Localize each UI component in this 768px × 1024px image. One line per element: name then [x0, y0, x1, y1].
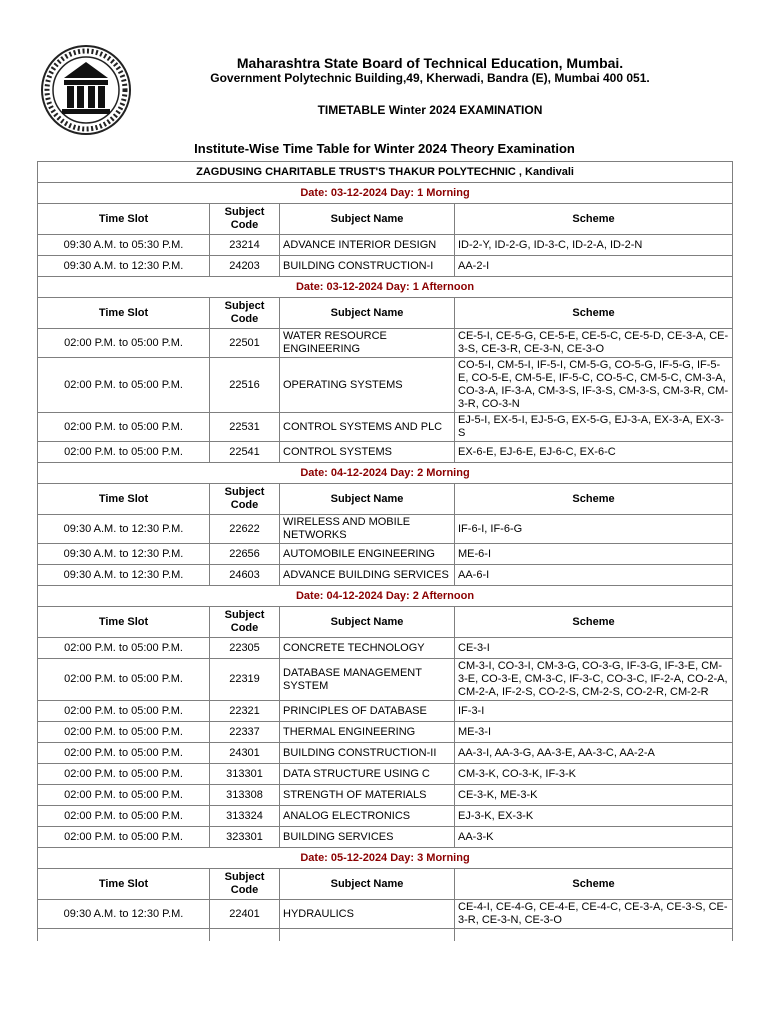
table-row	[38, 722, 733, 743]
session-date-row	[38, 463, 733, 484]
subject-code-cell: 22337	[210, 722, 280, 743]
subject-name-cell: ANALOG ELECTRONICS	[280, 806, 455, 827]
subject-name-cell: DATABASE MANAGEMENT SYSTEM	[280, 659, 455, 701]
table-row	[38, 743, 733, 764]
time-slot-cell: 02:00 P.M. to 05:00 P.M.	[38, 442, 210, 463]
header-scheme: Scheme	[455, 607, 733, 638]
table-row	[38, 413, 733, 442]
session-date-row	[38, 277, 733, 298]
exam-title: TIMETABLE Winter 2024 EXAMINATION	[317, 103, 543, 117]
subject-code-cell: 22541	[210, 442, 280, 463]
header-time-slot: Time Slot	[38, 298, 210, 329]
scheme-cell: EX-6-E, EJ-6-E, EJ-6-C, EX-6-C	[455, 442, 733, 463]
subject-name-cell: PRINCIPLES OF DATABASE	[280, 701, 455, 722]
subject-code-cell: 24203	[210, 256, 280, 277]
header-subject-code: Subject Code	[210, 484, 280, 515]
header-time-slot: Time Slot	[38, 869, 210, 900]
session-date-row	[38, 183, 733, 204]
header-time-slot: Time Slot	[38, 607, 210, 638]
subject-name-cell: HYDRAULICS	[280, 900, 455, 929]
subject-code-cell: 313308	[210, 785, 280, 806]
time-slot-cell: 02:00 P.M. to 05:00 P.M.	[38, 827, 210, 848]
scheme-cell: IF-6-I, IF-6-G	[455, 515, 733, 544]
header-subject-code: Subject Code	[210, 607, 280, 638]
subject-name-cell: WATER RESOURCE ENGINEERING	[280, 329, 455, 358]
subject-name-cell: THERMAL ENGINEERING	[280, 722, 455, 743]
scheme-cell: AA-3-I, AA-3-G, AA-3-E, AA-3-C, AA-2-A	[455, 743, 733, 764]
header-subject-code: Subject Code	[210, 298, 280, 329]
header-subject-code: Subject Code	[210, 869, 280, 900]
subject-code-cell: 22305	[210, 638, 280, 659]
column-header-row	[38, 298, 733, 329]
scheme-cell: ID-2-Y, ID-2-G, ID-3-C, ID-2-A, ID-2-N	[455, 235, 733, 256]
subject-code-cell: 22531	[210, 413, 280, 442]
time-slot-cell: 02:00 P.M. to 05:00 P.M.	[38, 329, 210, 358]
scheme-cell: AA-2-I	[455, 256, 733, 277]
table-row	[38, 235, 733, 256]
empty-cell	[38, 929, 210, 942]
subject-code-cell: 24603	[210, 565, 280, 586]
time-slot-cell: 02:00 P.M. to 05:00 P.M.	[38, 764, 210, 785]
session-date: Date: 03-12-2024 Day: 1 Morning	[38, 183, 733, 204]
subject-code-cell: 22319	[210, 659, 280, 701]
scheme-cell: EJ-5-I, EX-5-I, EJ-5-G, EX-5-G, EJ-3-A, EX-3-A, EX-3-S	[455, 413, 733, 442]
table-row	[38, 638, 733, 659]
time-slot-cell: 02:00 P.M. to 05:00 P.M.	[38, 413, 210, 442]
header-time-slot: Time Slot	[38, 484, 210, 515]
table-row	[38, 515, 733, 544]
column-header-row	[38, 204, 733, 235]
time-slot-cell: 09:30 A.M. to 12:30 P.M.	[38, 256, 210, 277]
session-date: Date: 05-12-2024 Day: 3 Morning	[38, 848, 733, 869]
subject-code-cell: 323301	[210, 827, 280, 848]
session-date-row	[38, 848, 733, 869]
subject-name-cell: WIRELESS AND MOBILE NETWORKS	[280, 515, 455, 544]
header-time-slot: Time Slot	[38, 204, 210, 235]
scheme-cell: CM-3-K, CO-3-K, IF-3-K	[455, 764, 733, 785]
institute-name: ZAGDUSING CHARITABLE TRUST'S THAKUR POLYTECHNIC , Kandivali	[38, 162, 733, 183]
subject-name-cell: STRENGTH OF MATERIALS	[280, 785, 455, 806]
time-slot-cell: 02:00 P.M. to 05:00 P.M.	[38, 722, 210, 743]
subject-name-cell: BUILDING CONSTRUCTION-II	[280, 743, 455, 764]
header-scheme: Scheme	[455, 484, 733, 515]
board-name: Maharashtra State Board of Technical Education, Mumbai.	[236, 55, 624, 71]
table-row	[38, 764, 733, 785]
time-slot-cell: 09:30 A.M. to 05:30 P.M.	[38, 235, 210, 256]
scheme-cell: CE-4-I, CE-4-G, CE-4-E, CE-4-C, CE-3-A, CE-3-S, CE-3-R, CE-3-N, CE-3-O	[455, 900, 733, 929]
scheme-cell: CM-3-I, CO-3-I, CM-3-G, CO-3-G, IF-3-G, IF-3-E, CM-3-E, CO-3-E, CM-3-C, IF-3-C, CO-3-C, IF-2-A, CO-2-A, CM-2-A, IF-2-S, CO-2-S, CM-2-S, CO-2-R, CM-2-R	[455, 659, 733, 701]
empty-cell	[280, 929, 455, 942]
table-row	[38, 358, 733, 413]
header-subject-name: Subject Name	[280, 607, 455, 638]
session-date-row	[38, 586, 733, 607]
msbte-seal-icon	[40, 44, 132, 136]
time-slot-cell: 09:30 A.M. to 12:30 P.M.	[38, 515, 210, 544]
header-scheme: Scheme	[455, 869, 733, 900]
subject-name-cell: AUTOMOBILE ENGINEERING	[280, 544, 455, 565]
table-title: Institute-Wise Time Table for Winter 2024 Theory Examination	[194, 141, 575, 156]
scheme-cell: CE-3-K, ME-3-K	[455, 785, 733, 806]
scheme-cell: ME-6-I	[455, 544, 733, 565]
table-continuation	[38, 929, 733, 942]
header-scheme: Scheme	[455, 204, 733, 235]
subject-name-cell: BUILDING CONSTRUCTION-I	[280, 256, 455, 277]
time-slot-cell: 02:00 P.M. to 05:00 P.M.	[38, 743, 210, 764]
subject-name-cell: BUILDING SERVICES	[280, 827, 455, 848]
time-slot-cell: 02:00 P.M. to 05:00 P.M.	[38, 659, 210, 701]
subject-code-cell: 22622	[210, 515, 280, 544]
empty-cell	[455, 929, 733, 942]
time-slot-cell: 02:00 P.M. to 05:00 P.M.	[38, 806, 210, 827]
time-slot-cell: 02:00 P.M. to 05:00 P.M.	[38, 358, 210, 413]
scheme-cell: AA-3-K	[455, 827, 733, 848]
scheme-cell: IF-3-I	[455, 701, 733, 722]
board-address: Government Polytechnic Building,49, Kherwadi, Bandra (E), Mumbai 400 051.	[210, 71, 650, 85]
time-slot-cell: 09:30 A.M. to 12:30 P.M.	[38, 900, 210, 929]
time-slot-cell: 02:00 P.M. to 05:00 P.M.	[38, 638, 210, 659]
subject-name-cell: CONCRETE TECHNOLOGY	[280, 638, 455, 659]
table-row	[38, 256, 733, 277]
table-row	[38, 544, 733, 565]
table-row	[38, 900, 733, 929]
time-slot-cell: 02:00 P.M. to 05:00 P.M.	[38, 785, 210, 806]
header-subject-code: Subject Code	[210, 204, 280, 235]
table-row	[38, 701, 733, 722]
subject-name-cell: ADVANCE INTERIOR DESIGN	[280, 235, 455, 256]
scheme-cell: EJ-3-K, EX-3-K	[455, 806, 733, 827]
session-date: Date: 03-12-2024 Day: 1 Afternoon	[38, 277, 733, 298]
column-header-row	[38, 869, 733, 900]
table-row	[38, 806, 733, 827]
column-header-row	[38, 484, 733, 515]
table-row	[38, 785, 733, 806]
scheme-cell: CE-3-I	[455, 638, 733, 659]
header-subject-name: Subject Name	[280, 204, 455, 235]
scheme-cell: AA-6-I	[455, 565, 733, 586]
subject-code-cell: 22501	[210, 329, 280, 358]
header-subject-name: Subject Name	[280, 869, 455, 900]
subject-name-cell: CONTROL SYSTEMS AND PLC	[280, 413, 455, 442]
subject-code-cell: 22401	[210, 900, 280, 929]
time-slot-cell: 02:00 P.M. to 05:00 P.M.	[38, 701, 210, 722]
header-subject-name: Subject Name	[280, 484, 455, 515]
scheme-cell: CO-5-I, CM-5-I, IF-5-I, CM-5-G, CO-5-G, IF-5-G, IF-5-E, CO-5-E, CM-5-E, IF-5-C, CO-5-C, CM-5-C, CM-3-A, CO-3-A, IF-3-A, CM-3-S, IF-3-S, CM-3-S, CM-3-R, CM-3-R, CO-3-N	[455, 358, 733, 413]
session-date: Date: 04-12-2024 Day: 2 Afternoon	[38, 586, 733, 607]
table-row	[38, 329, 733, 358]
subject-name-cell: ADVANCE BUILDING SERVICES	[280, 565, 455, 586]
subject-code-cell: 24301	[210, 743, 280, 764]
table-row	[38, 442, 733, 463]
subject-code-cell: 313324	[210, 806, 280, 827]
table-row	[38, 827, 733, 848]
subject-code-cell: 23214	[210, 235, 280, 256]
time-slot-cell: 09:30 A.M. to 12:30 P.M.	[38, 544, 210, 565]
header-subject-name: Subject Name	[280, 298, 455, 329]
subject-name-cell: DATA STRUCTURE USING C	[280, 764, 455, 785]
session-date: Date: 04-12-2024 Day: 2 Morning	[38, 463, 733, 484]
subject-code-cell: 22516	[210, 358, 280, 413]
column-header-row	[38, 607, 733, 638]
subject-code-cell: 313301	[210, 764, 280, 785]
table-row	[38, 659, 733, 701]
subject-code-cell: 22656	[210, 544, 280, 565]
scheme-cell: ME-3-I	[455, 722, 733, 743]
subject-name-cell: CONTROL SYSTEMS	[280, 442, 455, 463]
table-row	[38, 565, 733, 586]
subject-code-cell: 22321	[210, 701, 280, 722]
empty-cell	[210, 929, 280, 942]
subject-name-cell: OPERATING SYSTEMS	[280, 358, 455, 413]
time-slot-cell: 09:30 A.M. to 12:30 P.M.	[38, 565, 210, 586]
header-scheme: Scheme	[455, 298, 733, 329]
scheme-cell: CE-5-I, CE-5-G, CE-5-E, CE-5-C, CE-5-D, CE-3-A, CE-3-S, CE-3-R, CE-3-N, CE-3-O	[455, 329, 733, 358]
timetable	[37, 161, 733, 941]
